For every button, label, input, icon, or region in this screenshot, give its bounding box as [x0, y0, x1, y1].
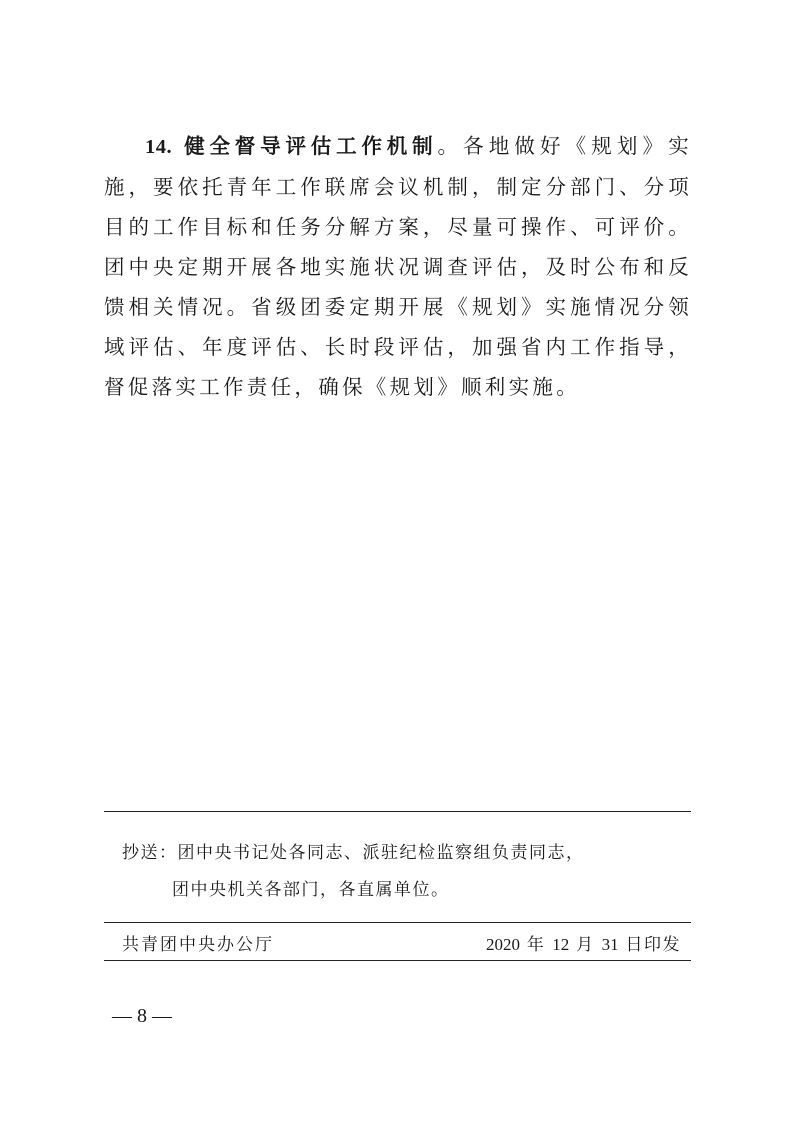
distribution-line-1	[122, 838, 585, 863]
issue-day: 31	[601, 935, 619, 954]
distribution-recipients-2: 团中央机关各部门，各直属单位。	[172, 880, 450, 900]
issue-year-unit: 年	[519, 935, 553, 955]
distribution-recipients-1: 团中央书记处各同志、派驻纪检监察组负责同志，	[177, 843, 585, 863]
issue-month-unit: 月	[569, 935, 602, 955]
footer-bottom-rule	[104, 960, 691, 961]
page-number: — 8 —	[112, 1005, 172, 1027]
item-heading	[145, 134, 437, 158]
issue-date	[486, 930, 681, 955]
issue-year: 2020	[485, 935, 520, 954]
footer-top-rule	[104, 922, 691, 923]
body-paragraph	[104, 126, 692, 407]
distribution-label: 抄送：	[122, 843, 178, 863]
issue-day-unit: 日印发	[618, 935, 681, 955]
item-text: 各地做好《规划》实施，要依托青年工作联席会议机制，制定分部门、分项目的工作目标和任务分解方案，尽量可操作、可评价。团中央定期开展各地实施状况调查评估，及时公布和反馈相关情况。省级团委定期开展《规划》实施情况分领域评估、年度评估、长时段评估，加强省内工作指导，督促落实工作责任，确保《规划》顺利实施。	[104, 134, 692, 399]
item-number: 14.	[145, 136, 173, 158]
item-title-end: 。	[437, 134, 464, 158]
issue-month: 12	[552, 935, 570, 954]
item-title: 健全督导评估工作机制	[184, 134, 438, 158]
distribution-top-rule	[104, 811, 691, 812]
issuing-office: 共青团中央办公厅	[122, 935, 274, 955]
distribution-line-2	[172, 875, 450, 900]
